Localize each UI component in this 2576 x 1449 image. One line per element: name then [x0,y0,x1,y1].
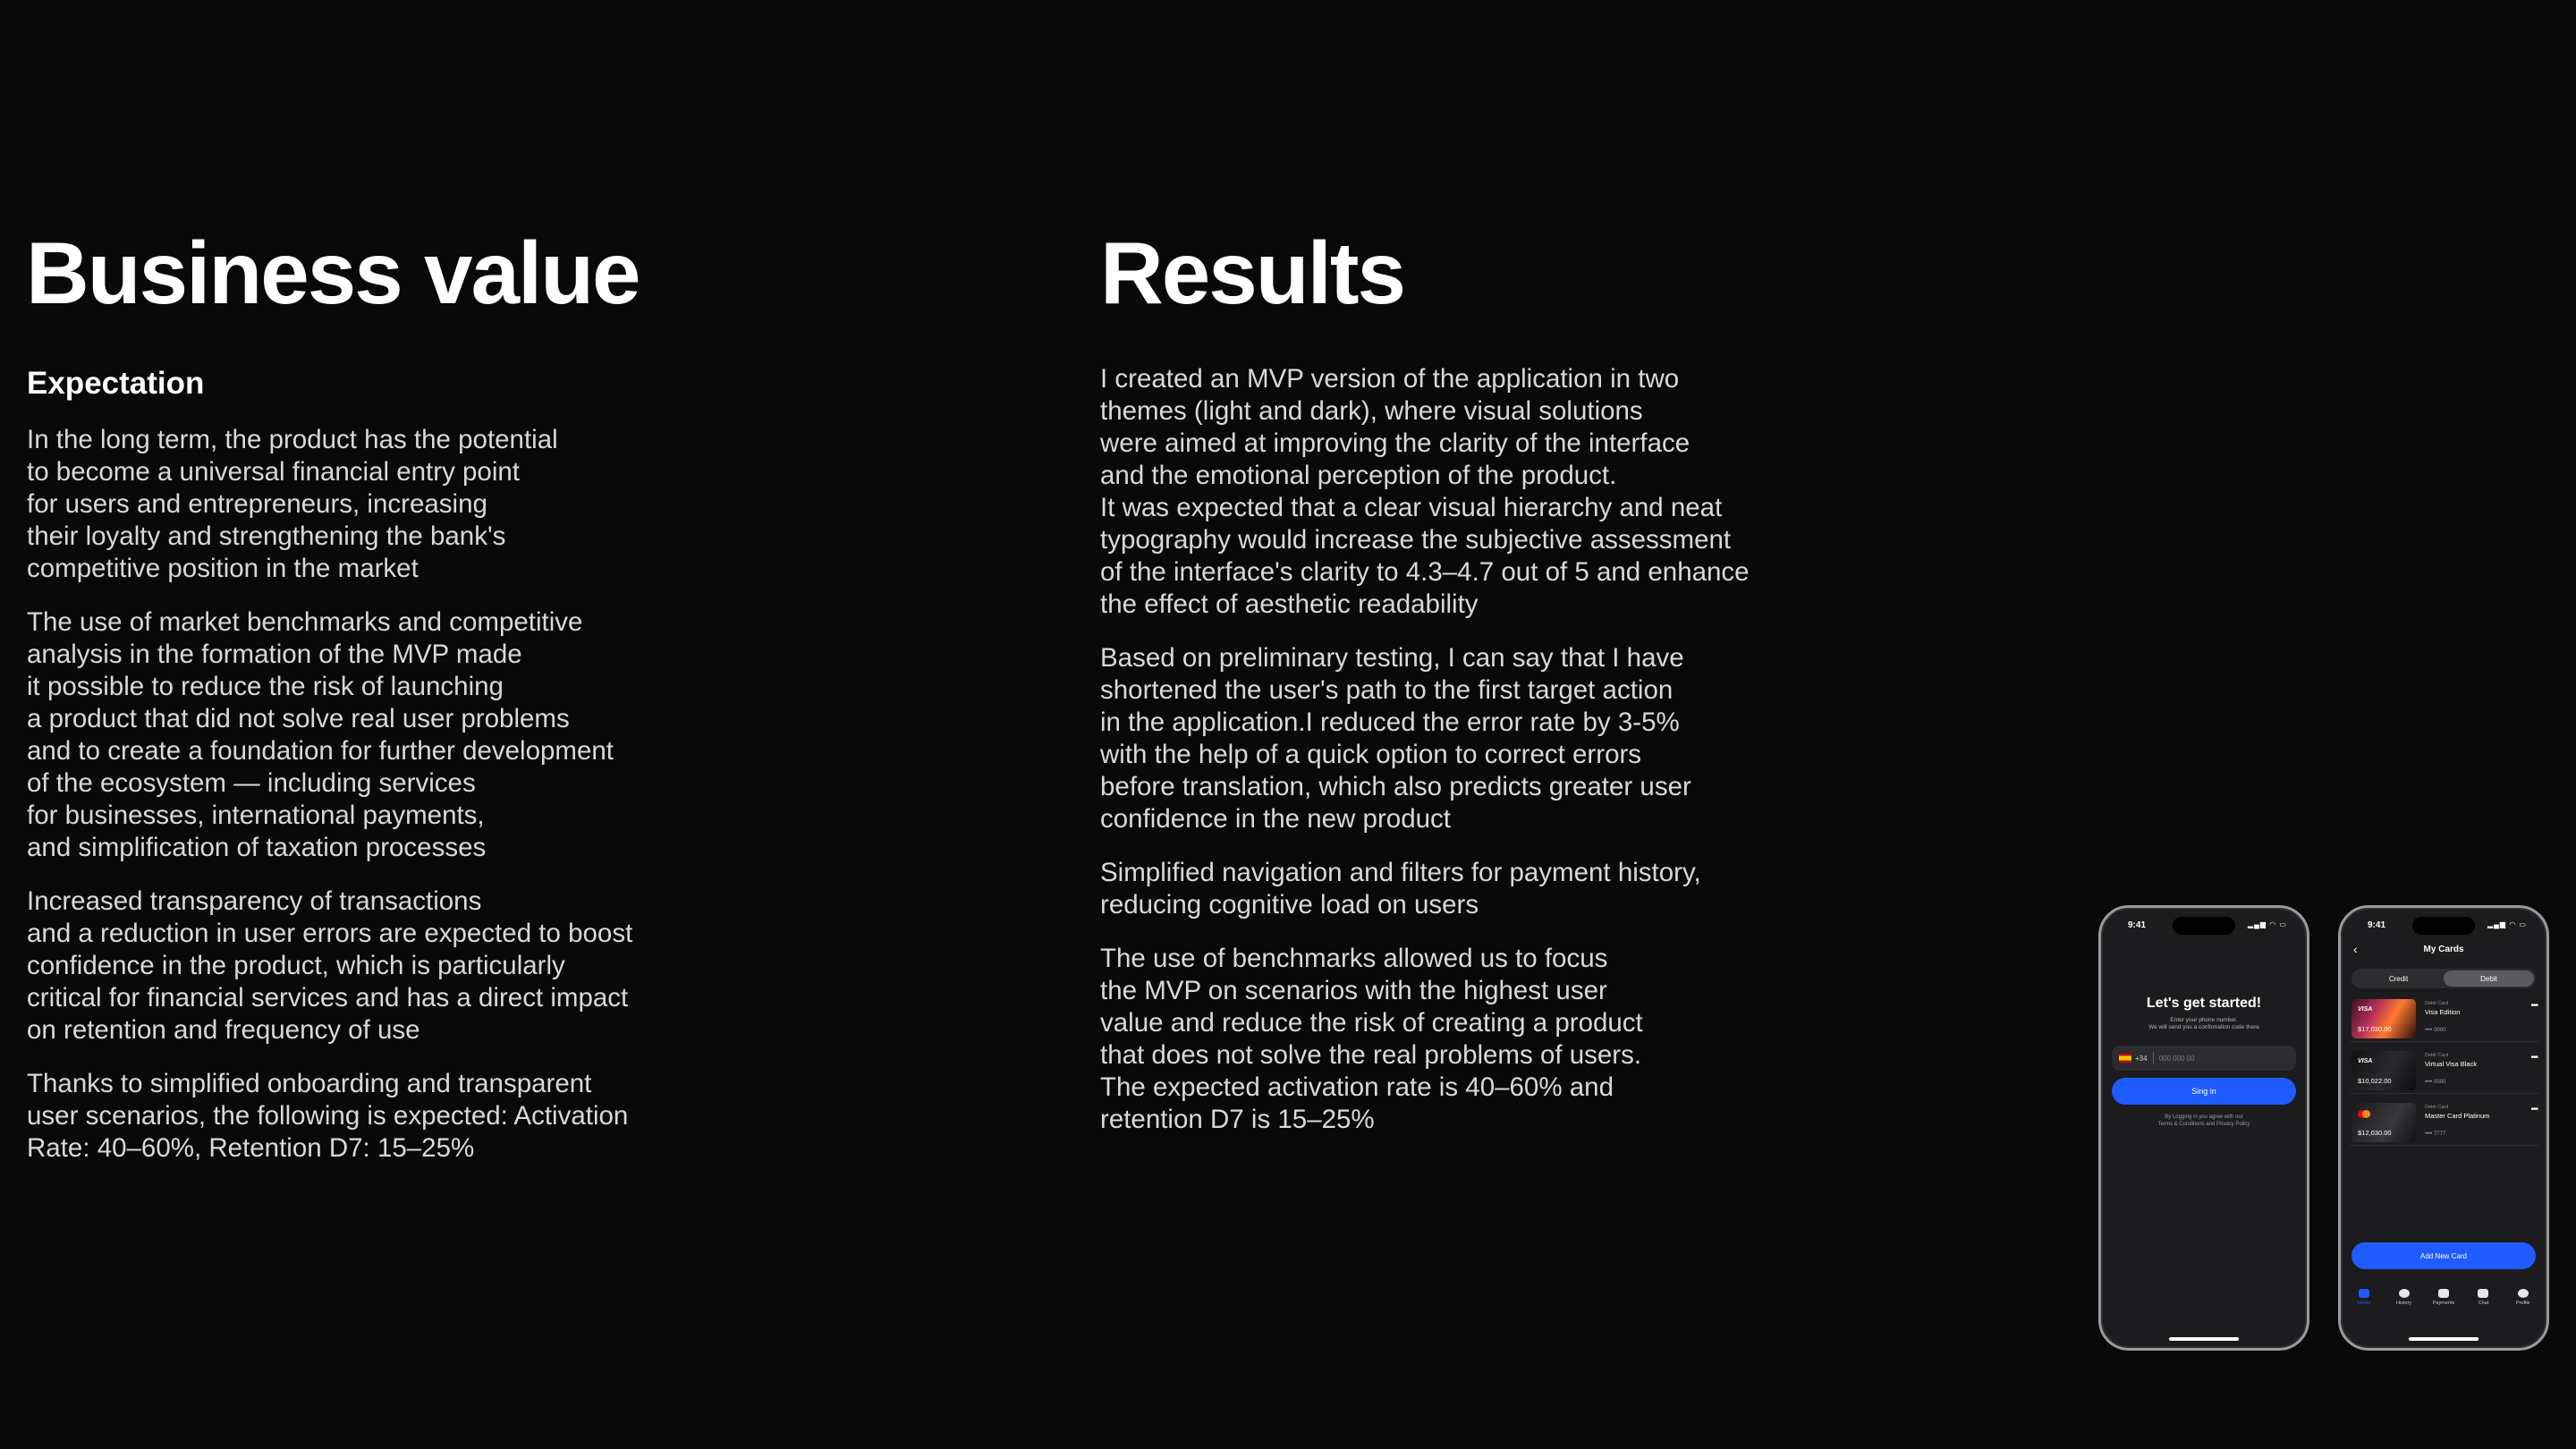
tab-label: Chat [2478,1301,2489,1306]
card-name: Master Card Platinum [2425,1112,2490,1120]
dynamic-island [2412,917,2475,935]
add-new-card-button[interactable]: Add New Card [2351,1242,2536,1269]
chat-icon [2478,1289,2488,1298]
card-type-label: Debit Card [2425,1105,2449,1110]
segment-credit[interactable]: Credit [2388,974,2409,983]
card-thumbnail [2351,1103,2416,1142]
back-chevron-icon[interactable]: ‹ [2353,942,2358,956]
more-options-icon[interactable]: ••• [2530,1053,2538,1063]
card-type-label: Debit Card [2425,1001,2449,1006]
card-thumbnail [2351,1051,2416,1090]
phone-mockup-login [2098,905,2309,1351]
business-value-paragraph: Thanks to simplified onboarding and transparent user scenarios, the following is expected: Activation Rate: 40–60%, Retention D7: 15–25% [27,1069,629,1163]
card-thumbnail [2351,999,2416,1038]
status-time: 9:41 [2368,920,2386,930]
business-value-paragraph: The use of market benchmarks and competitive analysis in the formation of the MVP made it possible to reduce the risk of launching a product that did not solve real user problems and to create a foundation for further development of the ecosystem — including services for businesses, international payments, and simplification of taxation processes [27,607,614,862]
results-paragraph: The use of benchmarks allowed us to focus the MVP on scenarios with the highest user value and reduce the risk of creating a product that does not solve the real problems of users. The expected activation rate is 40–60% and retention D7 is 15–25% [1100,944,1643,1134]
card-list-item[interactable] [2350,1099,2539,1146]
tab-home[interactable] [2344,1289,2384,1316]
visa-logo: VISA [2358,1058,2373,1064]
tab-chat[interactable] [2463,1289,2503,1316]
input-divider [2153,1052,2154,1064]
business-value-paragraph: In the long term, the product has the potential to become a universal financial entry point for users and entrepreneurs, increasing their loyalty and strengthening the bank's competitive position in the market [27,425,558,583]
tab-profile[interactable] [2504,1289,2543,1316]
card-number: •••• 7777 [2425,1131,2446,1137]
status-icons: ▂▄▆ ◠ ▭ [2248,920,2287,928]
home-indicator [2169,1337,2239,1341]
clock-icon [2399,1289,2410,1298]
tab-label: History [2396,1301,2412,1306]
tab-label: Profile [2516,1301,2530,1306]
tab-history[interactable] [2384,1289,2423,1316]
card-type-label: Debit Card [2425,1053,2449,1058]
card-balance: $10,022.00 [2358,1077,2392,1085]
status-icons: ▂▄▆ ◠ ▭ [2487,920,2527,928]
home-indicator [2409,1337,2479,1341]
login-subtitle: Enter your phone number. We will send you a confirmation code there [2148,1017,2259,1030]
phone-mockup-cards [2338,905,2549,1351]
status-time: 9:41 [2128,920,2147,930]
results-paragraph: Based on preliminary testing, I can say that I have shortened the user's path to the first target action in the application.I reduced the error rate by 3-5% with the help of a quick option to correct errors before translation, which also predicts greater user confidence in the new product [1100,643,1691,834]
spain-flag-icon [2119,1054,2131,1063]
more-options-icon[interactable]: ••• [2530,1001,2538,1011]
tab-payments[interactable] [2424,1289,2463,1316]
segment-debit[interactable]: Debit [2444,970,2534,987]
business-value-text [27,424,707,1186]
login-title: Let's get started! [2146,996,2262,1011]
tab-label: Home [2357,1301,2371,1306]
results-heading: Results [1100,224,1405,322]
card-number: •••• 0000 [2425,1080,2446,1085]
home-icon [2359,1289,2369,1298]
expectation-subheading: Expectation [27,366,205,401]
bottom-tab-bar [2344,1289,2543,1316]
results-paragraph: I created an MVP version of the application in two themes (light and dark), where visual solutions were aimed at improving the clarity of the interface and the emotional perception of the product. It was expected that a clear visual hierarchy and neat typography would increase the subjective assessment of the interface's clarity to 4.3–4.7 out of 5 and enhance the effect of aesthetic readability [1100,364,1750,619]
card-balance: $12,030.00 [2358,1129,2392,1137]
my-cards-title: My Cards [2423,945,2464,954]
card-name: Virtual Visa Black [2425,1060,2478,1068]
card-type-segmented-control [2351,969,2536,988]
card-list-item[interactable] [2350,996,2539,1042]
visa-logo: VISA [2358,1006,2373,1013]
card-list-item[interactable] [2350,1047,2539,1094]
results-text [1100,363,1834,1157]
card-name: Visa Edition [2425,1008,2461,1016]
country-code[interactable]: +34 [2135,1054,2148,1063]
more-options-icon[interactable]: ••• [2530,1105,2538,1114]
sign-in-button[interactable]: Sing in [2112,1078,2296,1105]
card-icon [2438,1289,2449,1298]
business-value-paragraph: Increased transparency of transactions and a reduction in user errors are expected to boost confidence in the product, which is particularly critical for financial services and has a direct impact on retention and frequency of use [27,886,633,1045]
terms-text: By Logging in you agree with our Terms & Conditions and Privacy Policy [2157,1114,2250,1127]
card-number: •••• 0000 [2425,1028,2446,1033]
dynamic-island [2173,917,2235,935]
phone-placeholder: 000 000 00 [2158,1054,2195,1063]
business-value-heading: Business value [26,224,640,322]
tab-label: Payments [2432,1301,2455,1306]
profile-icon [2518,1289,2529,1298]
card-balance: $17,030.00 [2358,1025,2392,1033]
results-paragraph: Simplified navigation and filters for payment history, reducing cognitive load on users [1100,858,1701,919]
mastercard-logo-icon [2358,1110,2370,1118]
phone-input[interactable] [2112,1046,2296,1071]
